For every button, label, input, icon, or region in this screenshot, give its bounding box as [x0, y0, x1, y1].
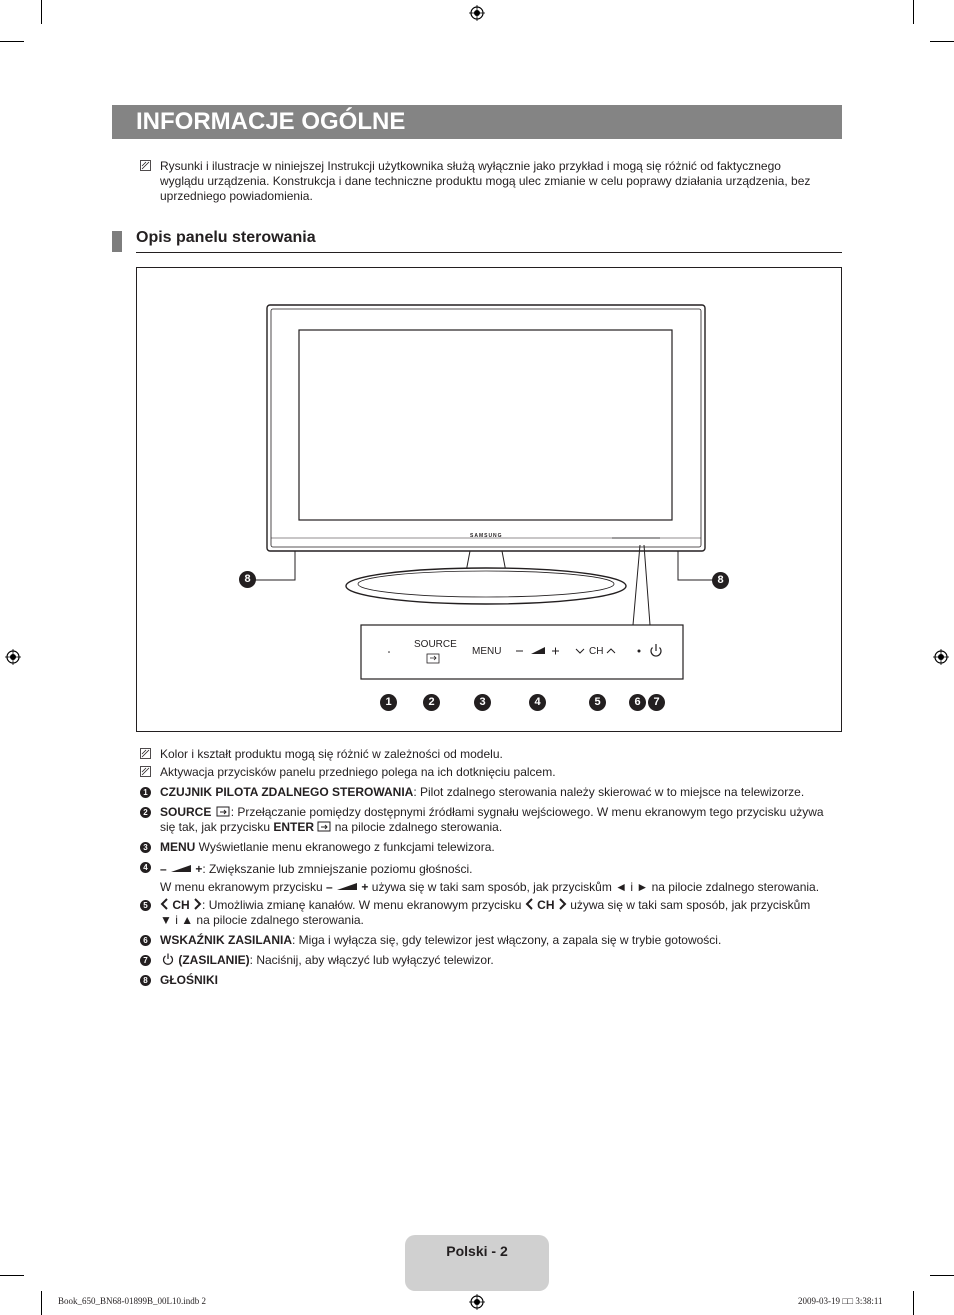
crop-mark [0, 41, 24, 42]
list-item [160, 933, 721, 948]
item-text: : Przełączanie pomiędzy dostępnymi źródłami sygnału wejściowego. W menu ekranowym tego przycisku używa [230, 805, 824, 819]
callout-number: 8 [239, 571, 256, 588]
item-term: SOURCE [160, 805, 212, 819]
callout-number: 7 [648, 694, 665, 711]
intro-note [160, 159, 840, 204]
tv-illustration [137, 268, 841, 731]
intro-note-line: uprzedniego powiadomienia. [160, 189, 313, 203]
item-number: 2 [140, 807, 151, 818]
registration-mark-icon [469, 1294, 485, 1310]
item-term: WSKAŹNIK ZASILANIA [160, 933, 292, 947]
item-text: się tak, jak przycisku [160, 820, 274, 834]
callout-number: 4 [529, 694, 546, 711]
chevron-left-icon [525, 898, 534, 910]
crop-mark [41, 1291, 42, 1315]
list-item [160, 805, 824, 835]
chevron-right-icon [558, 898, 567, 910]
callout-number: 2 [423, 694, 440, 711]
item-number: 5 [140, 900, 151, 911]
registration-mark-icon [933, 649, 949, 665]
list-item [160, 840, 495, 855]
intro-note-line: wyglądu urządzenia. Konstrukcja i dane techniczne produktu mogą ulec zmianie w celu poprawy działania urządzenia, bez [160, 174, 811, 188]
item-number: 3 [140, 842, 151, 853]
note-text: Aktywacja przycisków panelu przedniego polega na ich dotknięciu palcem. [160, 765, 556, 779]
list-item [160, 973, 218, 988]
callout-number: 1 [380, 694, 397, 711]
item-text: : Miga i wyłącza się, gdy telewizor jest włączony, a zapala się w trybie gotowości. [292, 933, 722, 947]
item-term: ENTER [273, 820, 315, 834]
note-icon [140, 160, 151, 171]
item-number: 7 [140, 955, 151, 966]
page-label: Polski - 2 [446, 1243, 508, 1259]
registration-mark-icon [5, 649, 21, 665]
item-text: : Naciśnij, aby włączyć lub wyłączyć telewizor. [249, 953, 494, 967]
crop-mark [930, 41, 954, 42]
crop-mark [913, 1291, 914, 1315]
page-number-tab [405, 1235, 549, 1291]
item-number: 8 [140, 975, 151, 986]
item-term: + [361, 880, 369, 894]
item-text: W menu ekranowym przycisku [160, 880, 327, 894]
page-title-bar [112, 105, 842, 139]
callout-number: 6 [629, 694, 646, 711]
list-item [160, 953, 494, 968]
callout-number: 3 [474, 694, 491, 711]
callout-number: 5 [589, 694, 606, 711]
section-divider [136, 252, 842, 253]
source-icon [216, 806, 230, 817]
item-term: (ZASILANIE) [178, 953, 250, 967]
enter-icon [317, 821, 331, 832]
crop-mark [0, 1275, 24, 1276]
callout-number: 8 [712, 572, 729, 589]
item-term: CZUJNIK PILOTA ZDALNEGO STEROWANIA [160, 785, 414, 799]
panel-source-label: SOURCE [414, 639, 457, 650]
page-title: INFORMACJE OGÓLNE [136, 108, 406, 135]
list-item [160, 860, 819, 896]
section-marker [112, 231, 122, 252]
volume-icon [336, 882, 358, 891]
note-text: Kolor i kształt produktu mogą się różnić w zależności od modelu. [160, 747, 503, 761]
item-number: 1 [140, 787, 151, 798]
footer-timestamp: 2009-03-19 □□ 3:38:11 [798, 1296, 883, 1306]
item-number: 4 [140, 862, 151, 873]
item-term: MENU [160, 840, 196, 854]
list-item [160, 785, 804, 800]
section-title: Opis panelu sterowania [136, 229, 316, 246]
item-term: GŁOŚNIKI [160, 973, 219, 987]
registration-mark-icon [469, 5, 485, 21]
item-text: : Zwiększanie lub zmniejszanie poziomu głośności. [202, 862, 473, 876]
item-text: : Umożliwia zmianę kanałów. W menu ekranowym przycisku [202, 898, 522, 912]
item-term: – [326, 880, 333, 894]
crop-mark [41, 0, 42, 24]
crop-mark [930, 1275, 954, 1276]
panel-menu-label: MENU [472, 646, 502, 657]
note-icon [140, 766, 151, 777]
item-text: używa się w taki sam sposób, jak przyciskům [570, 898, 811, 912]
item-term: CH [172, 898, 190, 912]
item-text: używa się w taki sam sposób, jak przyciskům ◄ i ► na pilocie zdalnego sterowania. [368, 880, 820, 894]
item-number: 6 [140, 935, 151, 946]
chevron-right-icon [193, 898, 202, 910]
item-text: Wyświetlanie menu ekranowego z funkcjami telewizora. [195, 840, 495, 854]
power-icon [161, 953, 175, 966]
footer-file: Book_650_BN68-01899B_00L10.indb 2 [58, 1296, 207, 1306]
intro-note-line: Rysunki i ilustracje w niniejszej Instrukcji użytkownika służą wyłącznie jako przykład i mogą się różnić od faktycznego [160, 159, 781, 173]
item-text: na pilocie zdalnego sterowania. [331, 820, 503, 834]
item-term: – [160, 862, 167, 876]
note-icon [140, 748, 151, 759]
item-text: ▼ i ▲ na pilocie zdalnego sterowania. [160, 913, 364, 927]
crop-mark [913, 0, 914, 24]
chevron-left-icon [160, 898, 169, 910]
item-term: + [195, 862, 203, 876]
item-term: CH [537, 898, 555, 912]
brand-logo: SAMSUNG [470, 533, 503, 539]
volume-icon [170, 864, 192, 873]
item-text: : Pilot zdalnego sterowania należy skierować w to miejsce na telewizorze. [413, 785, 805, 799]
list-item [160, 898, 810, 928]
panel-ch-label: CH [589, 646, 604, 657]
